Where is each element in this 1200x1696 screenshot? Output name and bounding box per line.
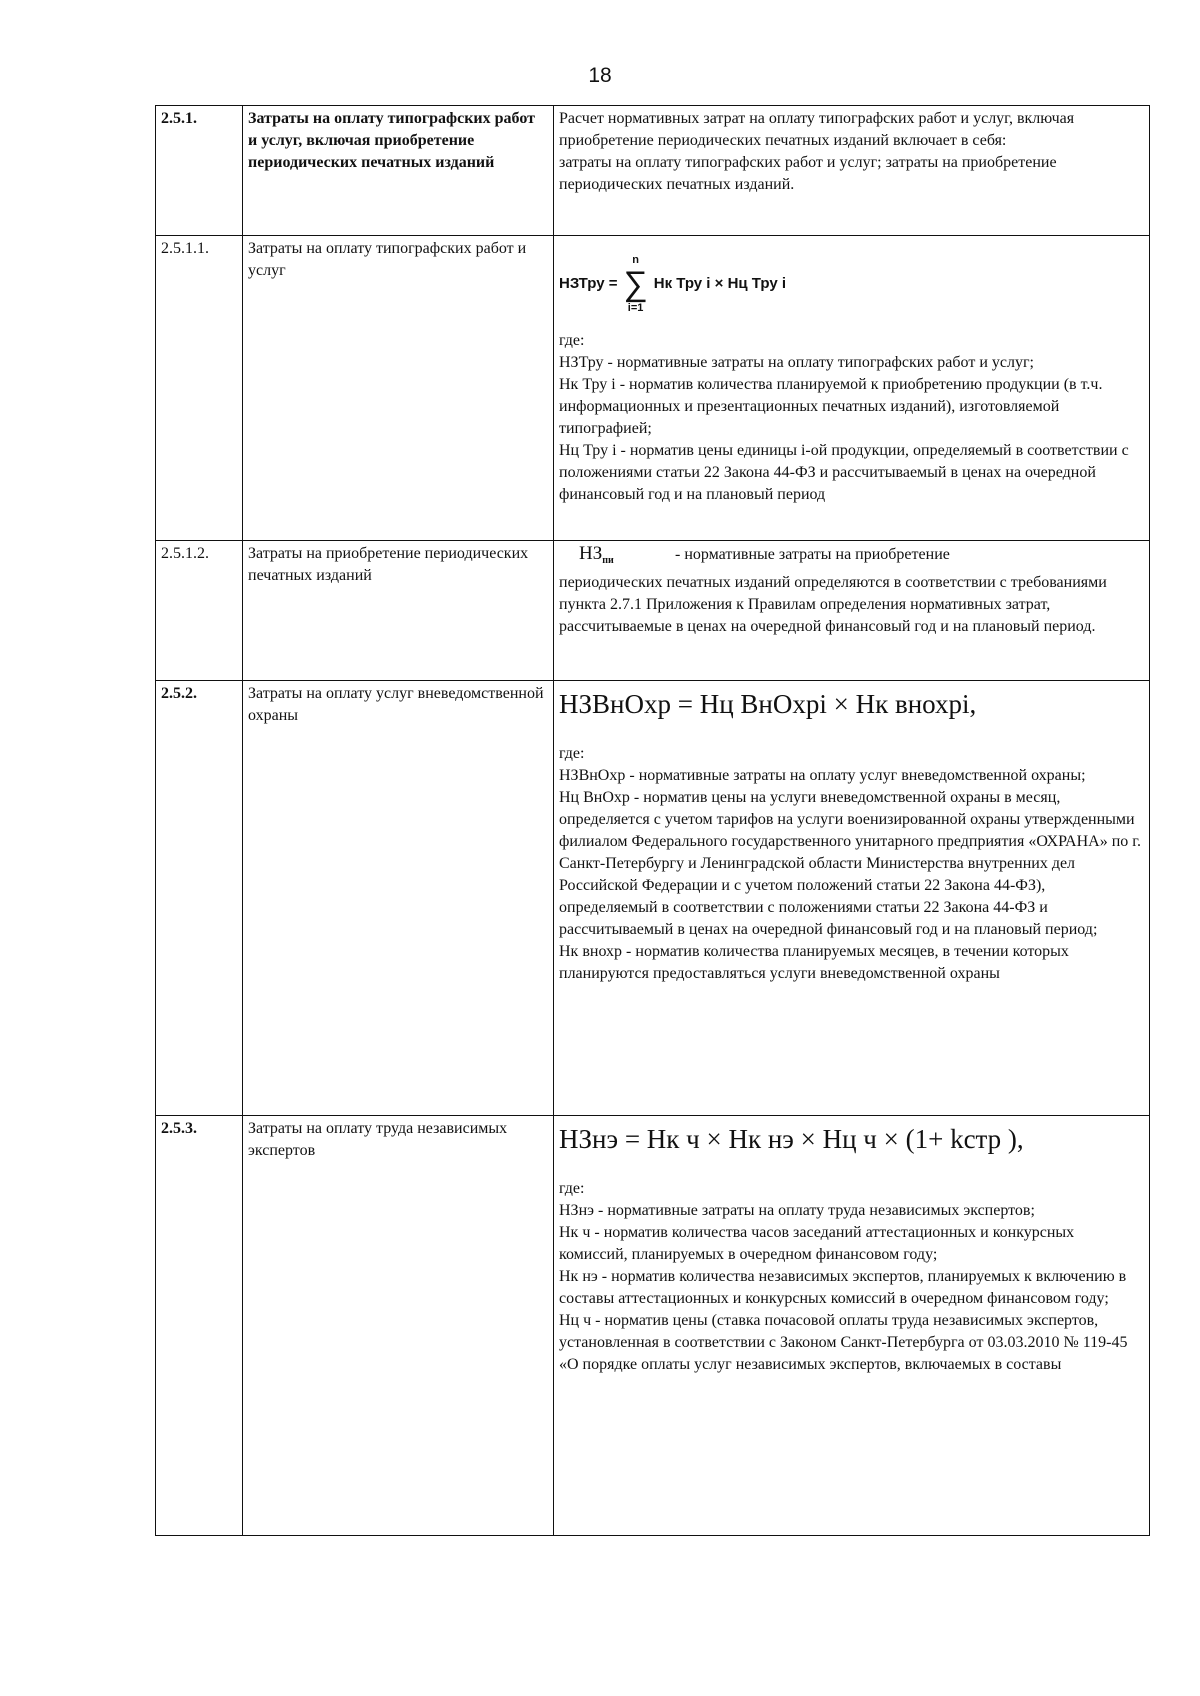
row-number: 2.5.2. [156, 681, 243, 1116]
costs-table [155, 105, 1150, 1536]
summation-sign [623, 253, 647, 315]
formula: НЗнэ = Нк ч × Нк нэ × Нц ч × (1+ kстр ), [559, 1124, 1024, 1154]
formula-lhs: НЗТру = [559, 275, 618, 292]
description-paragraph: НЗнэ - нормативные затраты на оплату труда независимых экспертов; [559, 1202, 1035, 1219]
symbol-text: НЗ [579, 543, 603, 564]
table-row [156, 541, 1150, 681]
description-paragraph: Нк внохр - норматив количества планируемых месяцев, в течении которых планируются предоставляться услуги вневедомственной охраны [559, 943, 1069, 982]
description-paragraph: Нц Тру i - норматив цены единицы i-ой продукции, определяемый в соответствии с положениями статьи 22 Закона 44-ФЗ и рассчитываемый в ценах на очередной финансовый год и на плановый период [559, 442, 1129, 503]
description-paragraph: Нк ч - норматив количества часов заседаний аттестационных и конкурсных комиссий, планируемых в очередном финансовом году; [559, 1224, 1075, 1263]
row-number: 2.5.3. [156, 1116, 243, 1536]
description-paragraph: Расчет нормативных затрат на оплату типографских работ и услуг, включая приобретение периодических печатных изданий включает в себя: [559, 110, 1075, 149]
description-paragraph: периодических печатных изданий определяются в соответствии с требованиями пункта 2.7.1 Приложения к Правилам определения нормативных затрат, рассчитываемые в ценах на очередной финансовый год и на плановый период. [559, 574, 1107, 635]
description-paragraph: где: [559, 745, 585, 762]
description-paragraph: затраты на оплату типографских работ и услуг; затраты на приобретение периодических печатных изданий. [559, 154, 1057, 193]
description-paragraph [559, 543, 1144, 572]
row-description [554, 541, 1150, 681]
row-number: 2.5.1.1. [156, 236, 243, 541]
symbol-definition: - нормативные затраты на приобретение [671, 546, 950, 563]
formula [559, 238, 1144, 330]
description-paragraph: НЗВнОхр - нормативные затраты на оплату услуг вневедомственной охраны; [559, 767, 1086, 784]
description-paragraph: Нк Тру i - норматив количества планируемой к приобретению продукции (в т.ч. информационных и презентационных печатных изданий), изготовляемой типографией; [559, 376, 1103, 437]
table-row [156, 1116, 1150, 1536]
row-name: Затраты на оплату типографских работ и услуг, включая приобретение периодических печатных изданий [243, 106, 554, 236]
row-name: Затраты на оплату типографских работ и услуг [243, 236, 554, 541]
summation-lower-limit: i=1 [627, 302, 644, 314]
table-row [156, 106, 1150, 236]
row-name: Затраты на приобретение периодических печатных изданий [243, 541, 554, 681]
description-paragraph: НЗТру - нормативные затраты на оплату типографских работ и услуг; [559, 354, 1034, 371]
row-name: Затраты на оплату труда независимых экспертов [243, 1116, 554, 1536]
page-number: 18 [588, 64, 612, 87]
description-paragraph: Нк нэ - норматив количества независимых экспертов, планируемых к включению в составы аттестационных и конкурсных комиссий в очередном финансовом году; [559, 1268, 1127, 1307]
description-paragraph: Нц ч - норматив цены (ставка почасовой оплаты труда независимых экспертов, установленная в соответствии с Законом Санкт-Петербурга от 03.03.2010 № 119-45 «О порядке оплаты услуг независимых экспертов, включаемых в составы [559, 1312, 1128, 1373]
description-paragraph: где: [559, 1180, 585, 1197]
description-paragraph: Нц ВнОхр - норматив цены на услуги вневедомственной охраны в месяц, определяется с учетом тарифов на услуги военизированной охраны утвержденными филиалом Федерального государственного унитарного предприятия «ОХРАНА» по г. Санкт-Петербургу и Ленинградской области Министерства внутренних дел Российской Федерации и с учетом положений статьи 22 Закона 44-ФЗ), определяемый в соответствии с положениями статьи 22 Закона 44-ФЗ и рассчитываемый в ценах на очередной финансовый год и на плановый период; [559, 789, 1142, 938]
nz-symbol [559, 543, 671, 572]
row-description [554, 681, 1150, 1116]
table-row [156, 681, 1150, 1116]
symbol-subscript: пи [602, 555, 614, 566]
formula-rhs: Нк Тру i × Нц Тру i [653, 275, 787, 292]
row-description [554, 106, 1150, 236]
row-name: Затраты на оплату услуг вневедомственной охраны [243, 681, 554, 1116]
description-paragraph: где: [559, 332, 585, 349]
table-row [156, 236, 1150, 541]
row-description [554, 236, 1150, 541]
summation-upper-limit: n [632, 254, 639, 266]
row-number: 2.5.1.2. [156, 541, 243, 681]
row-number: 2.5.1. [156, 106, 243, 236]
sigma-symbol: ∑ [623, 265, 648, 303]
formula: НЗВнОхр = Нц ВнОхрi × Нк внохрi, [559, 689, 977, 719]
row-description [554, 1116, 1150, 1536]
